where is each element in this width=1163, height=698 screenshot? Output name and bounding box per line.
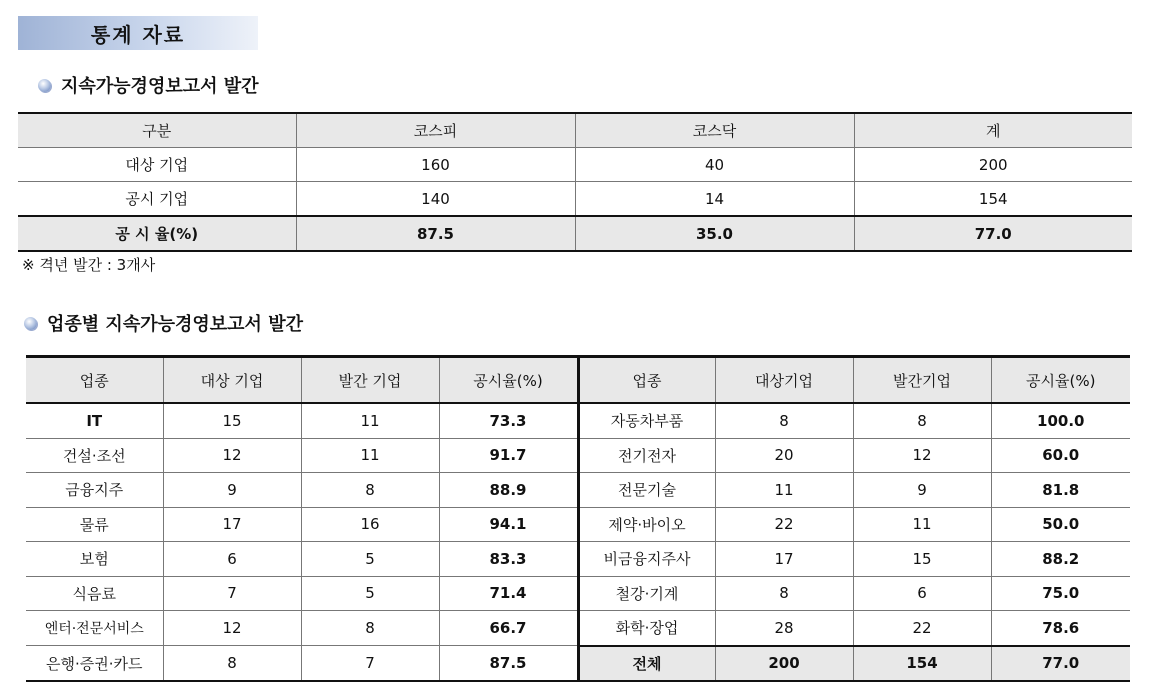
rate-cell: 100.0 (991, 403, 1130, 438)
industry-cell: 자동차부품 (578, 403, 715, 438)
industry-cell: 보험 (26, 542, 163, 577)
total-label-cell: 전체 (578, 646, 715, 682)
table-header-row (26, 357, 1130, 404)
header-cell: 대상기업 (715, 357, 853, 404)
header-cell: 발간기업 (853, 357, 991, 404)
table-header-row (18, 113, 1132, 148)
header-cell: 구분 (18, 113, 296, 148)
footnote: ※ 격년 발간 : 3개사 (22, 256, 156, 274)
table-row (26, 438, 1130, 473)
table-cell: 17 (163, 507, 301, 542)
table-cell: 9 (853, 473, 991, 508)
table-cell: 12 (853, 438, 991, 473)
table-cell: 20 (715, 438, 853, 473)
table-cell: 15 (163, 403, 301, 438)
table-cell: 6 (853, 576, 991, 611)
section2-heading (24, 310, 303, 336)
table-row (26, 576, 1130, 611)
table-cell: 22 (715, 507, 853, 542)
rate-cell: 71.4 (439, 576, 578, 611)
header-cell: 계 (854, 113, 1132, 148)
industry-cell: IT (26, 403, 163, 438)
table-cell: 17 (715, 542, 853, 577)
rate-cell: 73.3 (439, 403, 578, 438)
table-cell: 11 (853, 507, 991, 542)
rate-cell: 88.9 (439, 473, 578, 508)
rate-cell: 91.7 (439, 438, 578, 473)
table-cell: 15 (853, 542, 991, 577)
industry-cell: 건설·조선 (26, 438, 163, 473)
industry-cell: 전기전자 (578, 438, 715, 473)
industry-cell: 철강·기계 (578, 576, 715, 611)
rate-cell: 78.6 (991, 611, 1130, 646)
header-cell: 업종 (26, 357, 163, 404)
table-cell: 11 (301, 438, 439, 473)
industry-cell: 전문기술 (578, 473, 715, 508)
total-cell: 154 (853, 646, 991, 682)
table-row (26, 542, 1130, 577)
bullet-icon (24, 317, 37, 330)
table-cell: 14 (575, 182, 854, 217)
table-cell: 공 시 율(%) (18, 216, 296, 251)
table-row (26, 507, 1130, 542)
table-cell: 28 (715, 611, 853, 646)
industry-cell: 금융지주 (26, 473, 163, 508)
industry-cell: 은행·증권·카드 (26, 646, 163, 682)
rate-cell: 87.5 (439, 646, 578, 682)
rate-cell: 81.8 (991, 473, 1130, 508)
header-cell: 대상 기업 (163, 357, 301, 404)
rate-cell: 88.2 (991, 542, 1130, 577)
industry-cell: 엔터·전문서비스 (26, 611, 163, 646)
rate-row (18, 216, 1132, 251)
bullet-icon (38, 79, 51, 92)
rate-cell: 66.7 (439, 611, 578, 646)
industry-cell: 식음료 (26, 576, 163, 611)
section1-heading-text: 지속가능경영보고서 발간 (61, 76, 259, 97)
industry-disclosure-table (26, 355, 1130, 682)
table-cell: 8 (163, 646, 301, 682)
table-cell: 11 (301, 403, 439, 438)
table-cell: 대상 기업 (18, 148, 296, 182)
industry-cell: 제약·바이오 (578, 507, 715, 542)
rate-cell: 83.3 (439, 542, 578, 577)
table-cell: 7 (163, 576, 301, 611)
table-cell: 8 (301, 473, 439, 508)
table-cell: 87.5 (296, 216, 575, 251)
table-cell: 5 (301, 576, 439, 611)
header-cell: 공시율(%) (439, 357, 578, 404)
disclosure-summary-table (18, 112, 1132, 252)
table-cell: 7 (301, 646, 439, 682)
table-cell: 200 (854, 148, 1132, 182)
industry-cell: 화학·장업 (578, 611, 715, 646)
table-cell: 공시 기업 (18, 182, 296, 217)
table-cell: 40 (575, 148, 854, 182)
table-cell: 8 (301, 611, 439, 646)
header-cell: 업종 (578, 357, 715, 404)
table-cell: 5 (301, 542, 439, 577)
table-row (18, 182, 1132, 217)
page-title: 통계 자료 (90, 22, 186, 47)
table-row (26, 611, 1130, 646)
total-cell: 200 (715, 646, 853, 682)
table-cell: 8 (715, 576, 853, 611)
table-cell: 8 (715, 403, 853, 438)
table-cell: 12 (163, 611, 301, 646)
table-cell: 160 (296, 148, 575, 182)
table-cell: 16 (301, 507, 439, 542)
header-cell: 코스닥 (575, 113, 854, 148)
industry-cell: 물류 (26, 507, 163, 542)
total-cell: 77.0 (991, 646, 1130, 682)
table-row (26, 473, 1130, 508)
industry-cell: 비금융지주사 (578, 542, 715, 577)
table-cell: 6 (163, 542, 301, 577)
section1-heading (38, 72, 259, 98)
rate-cell: 94.1 (439, 507, 578, 542)
header-cell: 공시율(%) (991, 357, 1130, 404)
table-cell: 154 (854, 182, 1132, 217)
table-row (18, 148, 1132, 182)
table-row (26, 403, 1130, 438)
table-cell: 9 (163, 473, 301, 508)
table-cell: 140 (296, 182, 575, 217)
rate-cell: 75.0 (991, 576, 1130, 611)
table-cell: 22 (853, 611, 991, 646)
table-row (26, 646, 1130, 682)
table-cell: 12 (163, 438, 301, 473)
rate-cell: 50.0 (991, 507, 1130, 542)
table-cell: 77.0 (854, 216, 1132, 251)
table-cell: 11 (715, 473, 853, 508)
header-cell: 발간 기업 (301, 357, 439, 404)
section2-heading-text: 업종별 지속가능경영보고서 발간 (47, 314, 303, 335)
header-cell: 코스피 (296, 113, 575, 148)
table-cell: 8 (853, 403, 991, 438)
rate-cell: 60.0 (991, 438, 1130, 473)
table-cell: 35.0 (575, 216, 854, 251)
page-title-banner (18, 16, 258, 50)
